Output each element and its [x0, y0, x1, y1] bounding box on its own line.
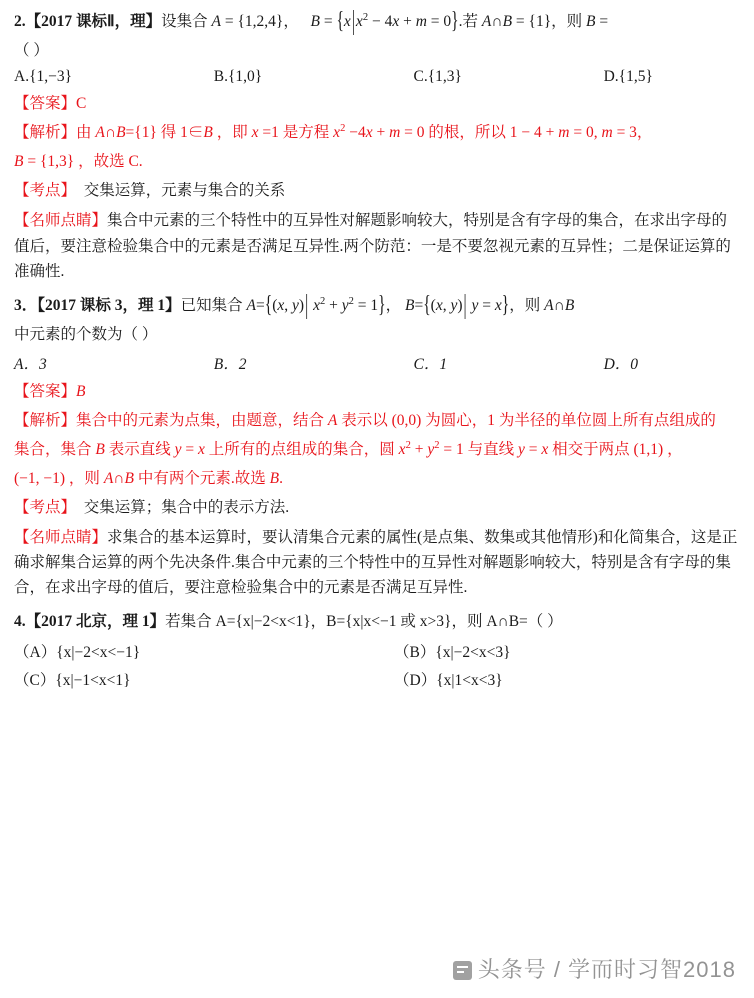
question-4-options-row-2 [14, 668, 740, 690]
option-B[interactable]: （B）{x|−2<x<3} [394, 643, 511, 661]
option-B[interactable]: B.{1,0} [213, 68, 263, 86]
keypoint-label: 【考点】 [14, 499, 77, 517]
question-2-stem-a: 设集合 A = {1,2,4}， [161, 13, 299, 31]
answer-value: B [76, 382, 86, 400]
question-3-keypoint [14, 496, 740, 520]
option-C[interactable]: （C）{x|−1<x<1} [14, 671, 131, 689]
question-4-source: 【2017 北京，理 1】 [25, 613, 166, 631]
question-3-number: 3． [14, 296, 38, 314]
question-3-stem-c: 则 A∩B [524, 296, 575, 314]
option-C[interactable]: C.{1,3} [413, 68, 462, 86]
question-3-stem [14, 289, 740, 321]
analysis-label: 【解析】 [14, 124, 77, 142]
option-D[interactable]: D.{1,5} [603, 68, 653, 86]
tip-value: 集合中元素的三个特性中的互异性对解题影响较大，特别是含有字母的集合，在求出字母的值后，要注意检验集合中的元素是否满足互异性.两个防范：一是不要忽视元素的互异性；二是保证运算的准确性. [14, 212, 731, 280]
answer-value: C [76, 95, 87, 113]
option-D[interactable]: （D）{x|1<x<3} [394, 671, 503, 689]
question-2-stem [14, 5, 740, 37]
toutiao-logo-icon [453, 961, 472, 980]
option-A[interactable]: A.{1,−3} [14, 68, 73, 86]
question-3-analysis-line3: (−1, −1) ，则 A∩B 中有两个元素.故选 B. [14, 470, 283, 488]
question-2-analysis-line1: 【解析】由 A∩B={1} 得 1∈B ，即 x =1 是方程 $x^2 -4x + m = 0$ 的根，所以 1 − 4 + m = 0, m = 3， [14, 123, 653, 142]
question-3-analysis-line1: 【解析】集合中的元素为点集，由题意，结合 A 表示以 (0,0) 为圆心，1 为半径的单位圆上所有点组成的 [14, 411, 716, 429]
option-B[interactable]: B．2 [213, 355, 247, 373]
answer-label: 【答案】 [14, 95, 77, 113]
question-3-stem-tail: 中元素的个数为（ ） [14, 325, 158, 343]
watermark-text: 头条号 / 学而时习智2018 [477, 957, 736, 982]
keypoint-label: 【考点】 [14, 182, 77, 200]
option-A[interactable]: A．3 [14, 355, 47, 373]
question-2-analysis-line2: B = {1,3} ，故选 C. [14, 153, 143, 171]
question-4-number: 4. [14, 613, 26, 631]
watermark [453, 953, 736, 984]
question-2-stem-c: .若 A∩B = {1}， [458, 13, 567, 31]
analysis-label: 【解析】 [14, 411, 77, 429]
question-2-stem-tail: （ ） [14, 42, 49, 60]
question-2-number: 2. [14, 13, 26, 31]
question-3-answer [14, 380, 740, 404]
answer-label: 【答案】 [14, 382, 77, 400]
question-2-setB: $B = \{x|x^2 - 4x + m = 0\}$ [310, 5, 459, 37]
question-3-stem-a: 已知集合 A={(x, y)| $x^2 + y^2 = 1$}， [180, 289, 402, 321]
tip-value: 求集合的基本运算时，要认清集合元素的属性(是点集、数集或其他情形)和化简集合，这是正确求解集合运算的两个先决条件.集合中元素的三个特性中的互异性对解题影响较大，特别是含有字母的集合，在求出字母的值后，要注意检验集合中的元素是否满足互异性. [14, 529, 738, 597]
tip-label: 【名师点睛】 [14, 529, 108, 547]
question-3-analysis-line2: 集合，集合 B 表示直线 y = x 上所有的点组成的集合，圆 $x^2 + y^2 = 1$ 与直线 y = x 相交于两点 (1,1) ， [14, 439, 683, 459]
question-4-stem [14, 610, 740, 634]
option-A[interactable]: （A）{x|−2<x<−1} [14, 643, 141, 661]
question-2-options [14, 68, 740, 86]
question-3-stem-b: B={(x, y)| y = x}， [404, 289, 525, 321]
question-4-options-row-1 [14, 640, 740, 662]
question-3-source: 【2017 课标 3，理 1】 [37, 296, 181, 314]
tip-label: 【名师点睛】 [14, 212, 108, 230]
question-2-answer [14, 92, 740, 116]
keypoint-value: 交集运算；集合中的表示方法. [83, 499, 290, 517]
question-2-stem-d: 则 B = [566, 13, 609, 31]
question-3-tip [14, 525, 740, 600]
question-3-options [14, 352, 740, 374]
option-D[interactable]: D．0 [603, 355, 639, 373]
question-2-tip [14, 208, 740, 283]
question-4-stem-text: 若集合 A={x|−2<x<1}，B={x|x<−1 或 x>3}，则 A∩B=（ ） [165, 613, 563, 631]
question-2-source: 【2017 课标Ⅱ，理】 [25, 13, 162, 31]
option-C[interactable]: C．1 [413, 355, 448, 373]
question-2-keypoint [14, 179, 740, 203]
keypoint-value: 交集运算，元素与集合的关系 [83, 182, 286, 200]
